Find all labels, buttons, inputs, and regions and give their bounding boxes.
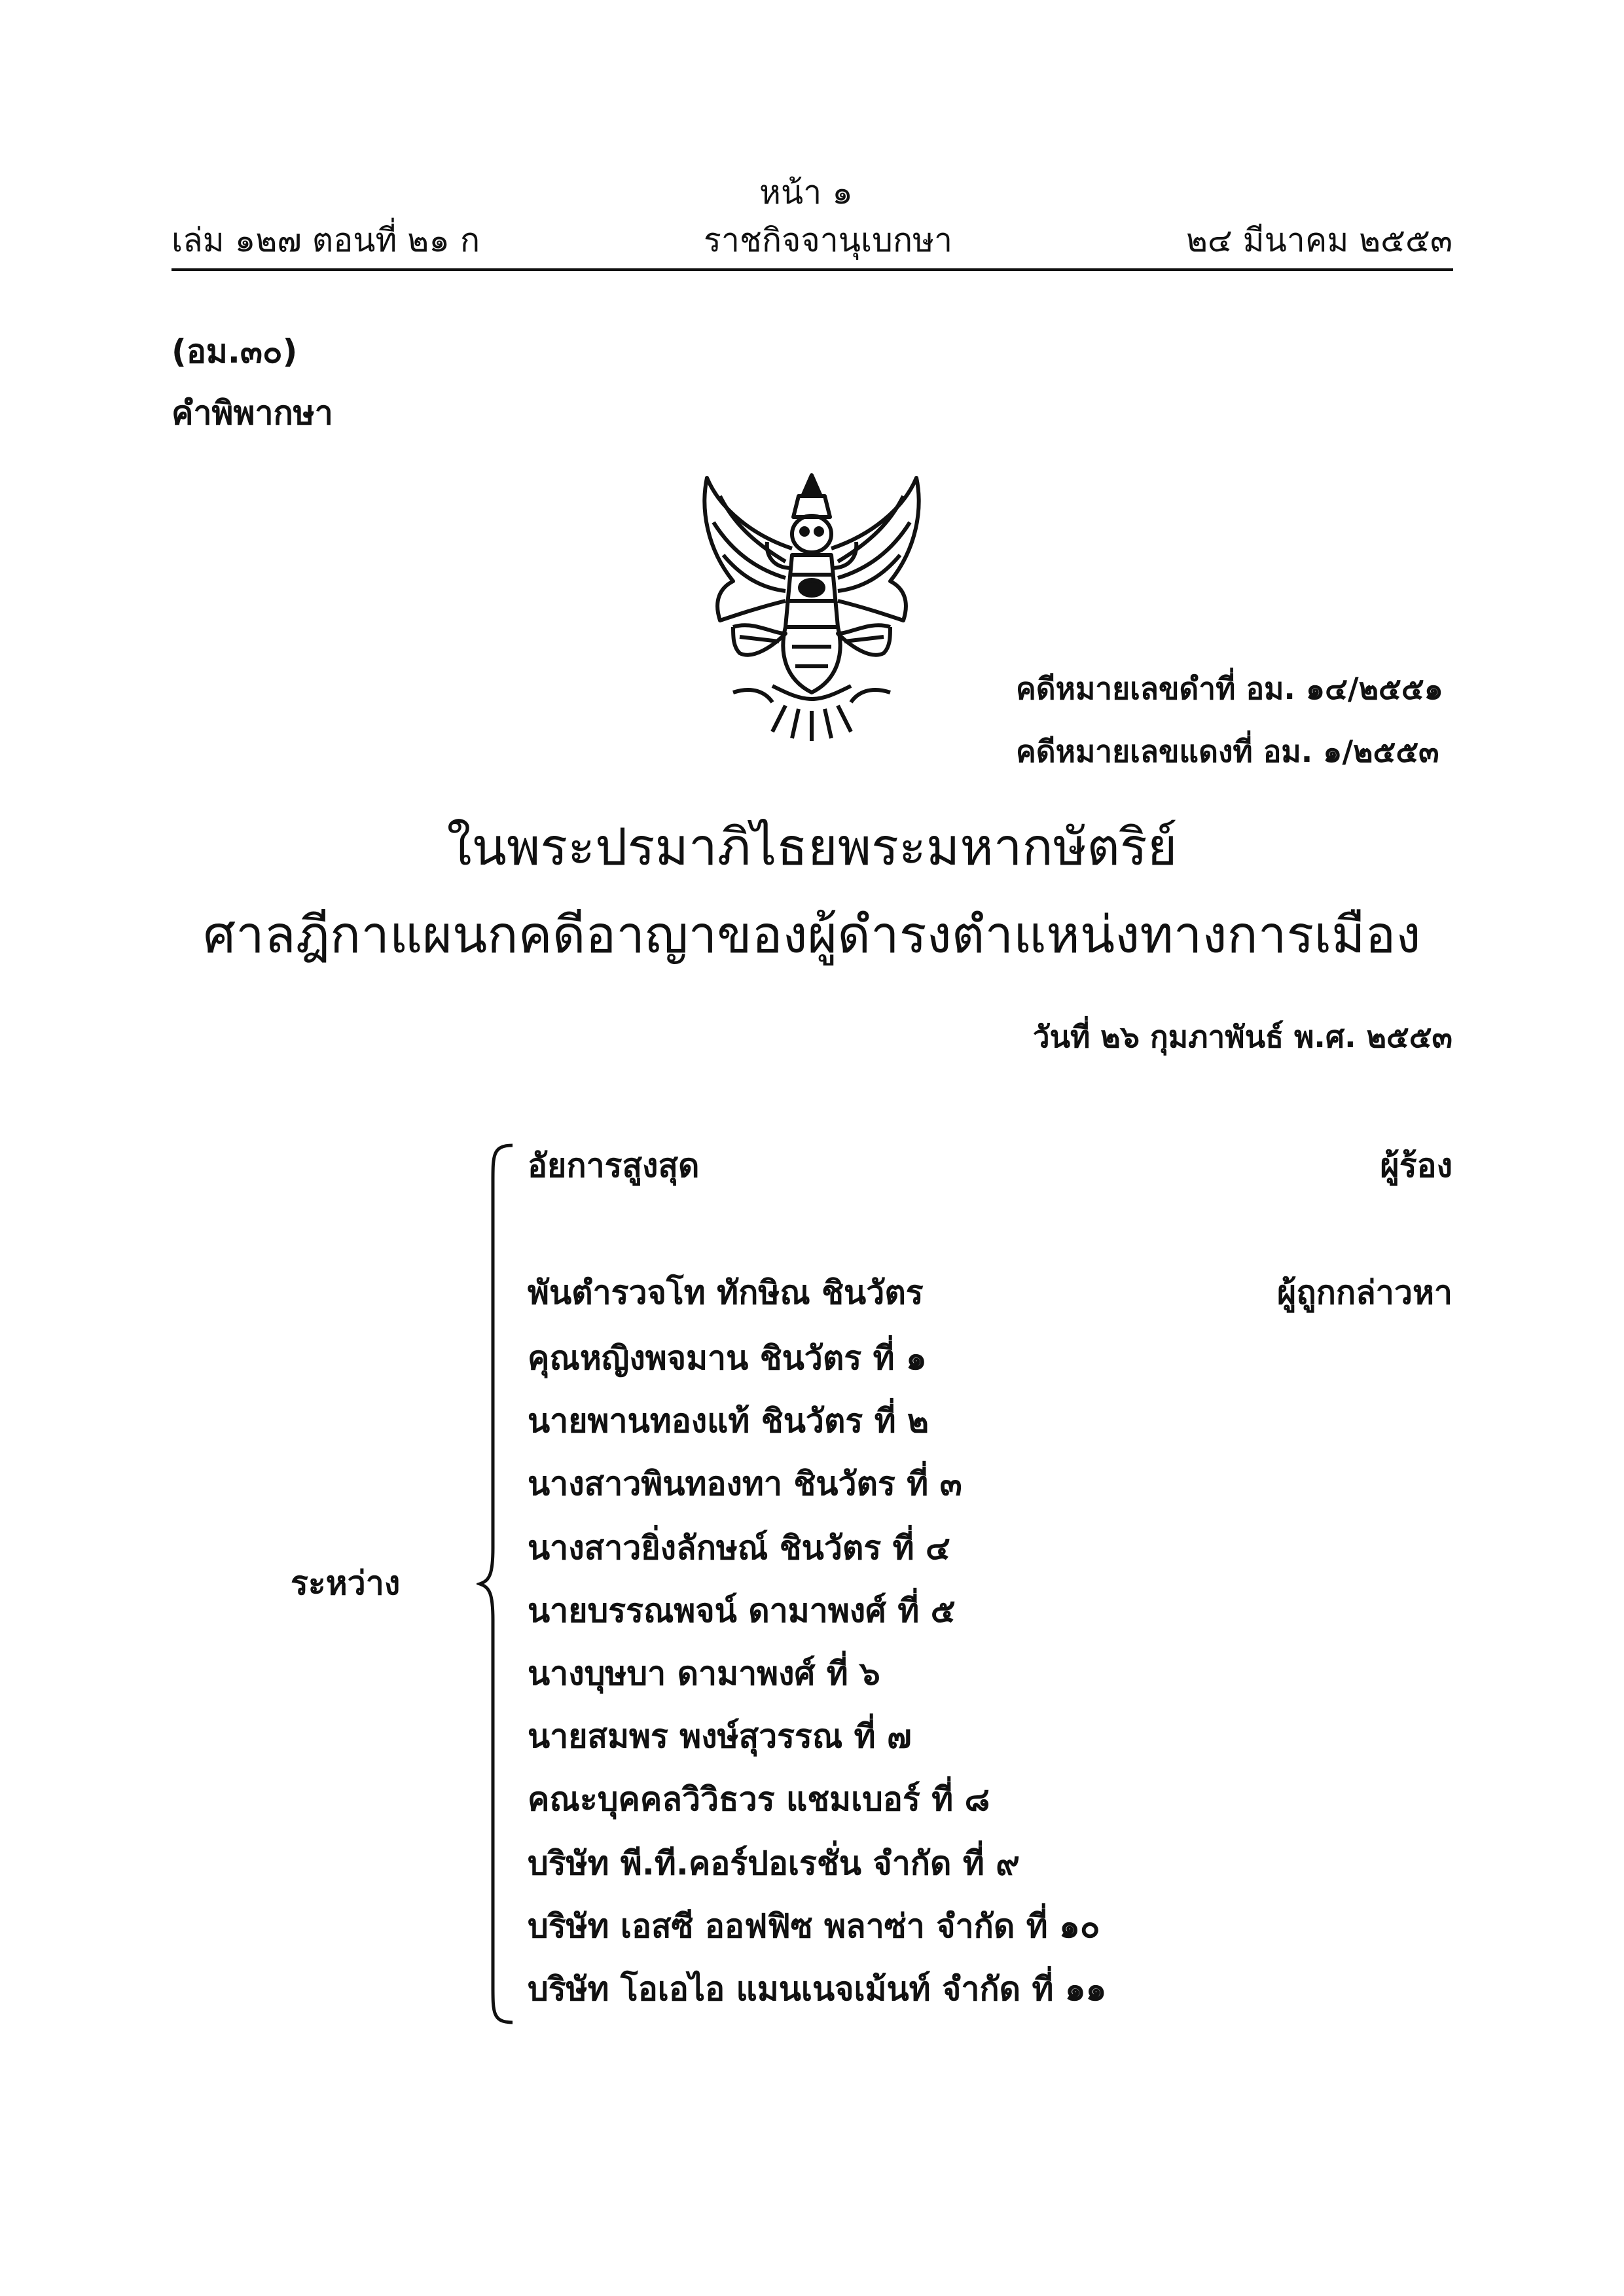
court-title: ศาลฎีกาแผนกคดีอาญาของผู้ดำรงตำแหน่งทางการเมือง xyxy=(203,906,1421,965)
list-item: นางสาวพินทองทา ชินวัตร ที่ ๓ xyxy=(528,1465,962,1503)
document-code: (อม.๓๐) xyxy=(171,332,298,370)
judgment-date: วันที่ ๒๖ กุมภาพันธ์ พ.ศ. ๒๕๕๓ xyxy=(1032,1019,1453,1054)
list-item: บริษัท โอเอไอ แมนเนจเม้นท์ จำกัด ที่ ๑๑ xyxy=(528,1970,1107,2008)
list-item: คณะบุคคลวิวิธวร แชมเบอร์ ที่ ๘ xyxy=(528,1780,990,1818)
list-item: นางสาวยิ่งลักษณ์ ชินวัตร ที่ ๔ xyxy=(528,1529,950,1567)
red-case-number: คดีหมายเลขแดงที่ อม. ๑/๒๕๕๓ xyxy=(1016,734,1439,769)
list-item: บริษัท พี.ที.คอร์ปอเรชั่น จำกัด ที่ ๙ xyxy=(528,1844,1020,1882)
header-rule xyxy=(171,268,1453,271)
list-item: นางบุษบา ดามาพงศ์ ที่ ๖ xyxy=(528,1655,880,1693)
plaintiff-name: อัยการสูงสุด xyxy=(528,1147,700,1185)
plaintiff-role: ผู้ร้อง xyxy=(1380,1147,1453,1185)
accused-role: ผู้ถูกกล่าวหา xyxy=(1277,1274,1453,1312)
black-case-number: คดีหมายเลขดำที่ อม. ๑๔/๒๕๕๑ xyxy=(1016,671,1443,706)
document-type: คำพิพากษา xyxy=(171,394,333,432)
list-item: นายบรรณพจน์ ดามาพงศ์ ที่ ๕ xyxy=(528,1592,956,1630)
list-item: นายพานทองแท้ ชินวัตร ที่ ๒ xyxy=(528,1402,929,1440)
garuda-emblem-icon xyxy=(694,470,929,745)
party-brace xyxy=(477,1142,516,2026)
gazette-volume: เล่ม ๑๒๗ ตอนที่ ๒๑ ก xyxy=(171,221,480,259)
accused-name: พันตำรวจโท ทักษิณ ชินวัตร xyxy=(528,1274,924,1312)
page-number: หน้า ๑ xyxy=(759,173,853,211)
gazette-date: ๒๔ มีนาคม ๒๕๕๓ xyxy=(1185,221,1453,259)
list-item: บริษัท เอสซี ออฟฟิซ พลาซ่า จำกัด ที่ ๑๐ xyxy=(528,1907,1100,1945)
gazette-title: ราชกิจจานุเบกษา xyxy=(704,221,953,259)
royal-title: ในพระปรมาภิไธยพระมหากษัตริย์ xyxy=(446,818,1178,877)
list-item: คุณหญิงพจมาน ชินวัตร ที่ ๑ xyxy=(528,1339,927,1377)
between-label: ระหว่าง xyxy=(291,1564,401,1602)
list-item: นายสมพร พงษ์สุวรรณ ที่ ๗ xyxy=(528,1717,912,1755)
